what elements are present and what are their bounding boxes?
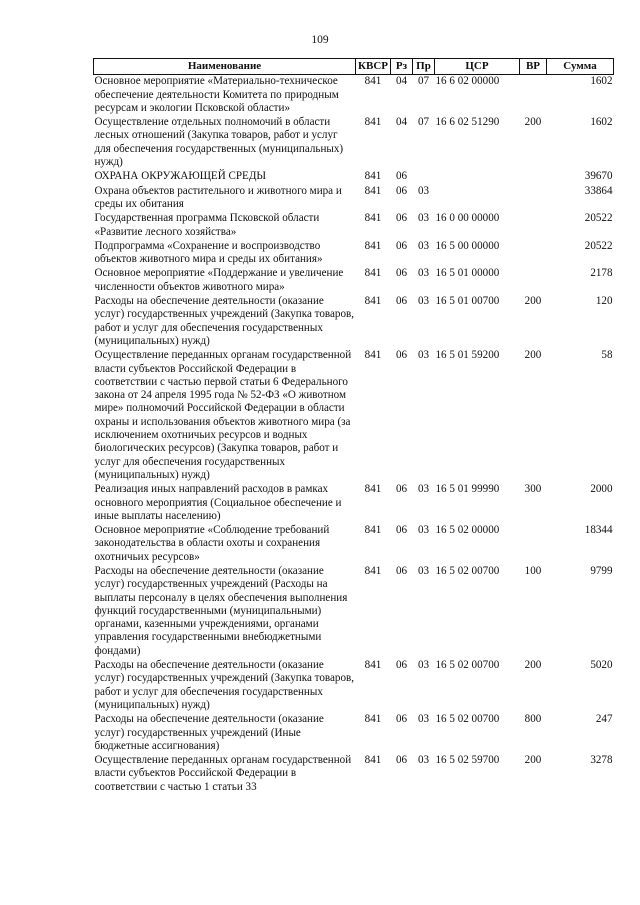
row-sum: 1602 <box>590 75 613 88</box>
row-pr: 03 <box>417 754 430 767</box>
row-rz: 06 <box>395 239 408 252</box>
row-pr: 03 <box>417 349 430 362</box>
table-row <box>94 295 614 349</box>
table-row <box>94 349 614 483</box>
row-csr: 16 5 01 59200 <box>435 349 500 362</box>
row-csr: 16 0 00 00000 <box>435 212 500 225</box>
row-vr <box>520 212 547 240</box>
row-kvsr: 841 <box>364 170 382 183</box>
row-kvsr: 841 <box>364 239 382 252</box>
row-rz: 06 <box>395 524 408 537</box>
row-rz: 06 <box>395 170 408 183</box>
row-pr: 03 <box>417 239 430 252</box>
table-row <box>94 524 614 565</box>
row-rz: 04 <box>395 116 408 129</box>
row-vr: 200 <box>524 116 542 129</box>
row-csr: 16 6 02 00000 <box>435 75 500 88</box>
row-vr <box>520 185 547 213</box>
row-name: Основное мероприятие «Соблюдение требований законодательства в области охоты и сохранения охотничьих ресурсов» <box>94 524 330 563</box>
row-pr: 03 <box>417 184 430 197</box>
row-name: Реализация иных направлений расходов в рамках основного мероприятия (Социальное обеспечение и иные выплаты населению) <box>94 483 342 522</box>
row-vr: 200 <box>524 295 542 308</box>
row-csr: 16 5 02 00700 <box>435 659 500 672</box>
row-rz: 06 <box>395 713 408 726</box>
row-pr: 07 <box>417 75 430 88</box>
row-kvsr: 841 <box>364 483 382 496</box>
row-csr: 16 5 01 00000 <box>435 267 500 280</box>
table-row <box>94 483 614 524</box>
header-sum: Сумма <box>547 59 614 75</box>
row-csr: 16 6 02 51290 <box>435 116 500 129</box>
row-name: Осуществление переданных органам государственной власти субъектов Российской Федерации в соответствии с частью 1 статьи 33 <box>94 754 352 793</box>
row-pr: 03 <box>417 564 430 577</box>
row-name: Основное мероприятие «Материально-техническое обеспечение деятельности Комитета по природным ресурсам и экологии Псковской области» <box>94 75 339 114</box>
row-sum: 20522 <box>584 239 613 252</box>
table-body <box>94 75 614 795</box>
header-kvsr: КВСР <box>356 59 391 75</box>
row-sum: 58 <box>601 349 613 362</box>
table-row <box>94 170 614 184</box>
row-csr: 16 5 02 00700 <box>435 713 500 726</box>
budget-table <box>93 58 614 795</box>
page-number: 109 <box>311 34 329 46</box>
row-pr: 07 <box>417 116 430 129</box>
row-name: Подпрограмма «Сохранение и воспроизводство объектов животного мира и среды их обитания» <box>94 239 323 266</box>
row-kvsr: 841 <box>364 116 382 129</box>
row-kvsr: 841 <box>364 267 382 280</box>
header-csr: ЦСР <box>435 59 520 75</box>
row-pr: 03 <box>417 212 430 225</box>
row-rz: 06 <box>395 659 408 672</box>
row-rz: 06 <box>395 483 408 496</box>
row-rz: 04 <box>395 75 408 88</box>
row-csr: 16 5 00 00000 <box>435 239 500 252</box>
row-sum: 1602 <box>590 116 613 129</box>
row-pr: 03 <box>417 267 430 280</box>
row-rz: 06 <box>395 564 408 577</box>
row-pr: 03 <box>417 524 430 537</box>
row-sum: 3278 <box>590 754 613 767</box>
row-csr <box>435 170 520 184</box>
row-sum: 5020 <box>590 659 613 672</box>
row-vr <box>520 267 547 295</box>
row-rz: 06 <box>395 184 408 197</box>
row-kvsr: 841 <box>364 659 382 672</box>
header-row <box>94 59 614 75</box>
row-kvsr: 841 <box>364 713 382 726</box>
row-vr: 200 <box>524 754 542 767</box>
row-kvsr: 841 <box>364 754 382 767</box>
row-pr: 03 <box>417 659 430 672</box>
header-rz: Рз <box>391 59 413 75</box>
row-name: Основное мероприятие «Поддержание и увеличение численности объектов животного мира» <box>94 267 344 293</box>
row-csr: 16 5 02 00000 <box>435 524 500 537</box>
row-kvsr: 841 <box>364 349 382 362</box>
row-csr: 16 5 01 00700 <box>435 295 500 308</box>
row-kvsr: 841 <box>364 75 382 88</box>
row-sum: 20522 <box>584 212 613 225</box>
row-vr: 200 <box>524 659 542 672</box>
row-name: Расходы на обеспечение деятельности (оказание услуг) государственных учреждений (Закупка товаров, работ и услуг для обеспечения государственных (муниципальных) нужд) <box>94 659 355 711</box>
table-row <box>94 267 614 295</box>
row-name: Государственная программа Псковской области «Развитие лесного хозяйства» <box>94 212 320 238</box>
table-header <box>94 59 614 75</box>
header-vr: ВР <box>520 59 547 75</box>
table-row <box>94 754 614 795</box>
row-pr: 03 <box>417 295 430 308</box>
row-sum: 9799 <box>590 564 613 577</box>
row-pr: 03 <box>417 713 430 726</box>
row-csr <box>435 185 520 213</box>
table-row <box>94 185 614 213</box>
header-pr: Пр <box>413 59 435 75</box>
table-row <box>94 212 614 240</box>
row-name: Расходы на обеспечение деятельности (оказание услуг) государственных учреждений (Закупка товаров, работ и услуг для обеспечения государственных (муниципальных) нужд) <box>94 295 355 347</box>
row-kvsr: 841 <box>364 212 382 225</box>
row-sum: 39670 <box>584 170 613 183</box>
row-vr <box>520 170 547 184</box>
row-kvsr: 841 <box>364 564 382 577</box>
row-kvsr: 841 <box>364 184 382 197</box>
row-name: Охрана объектов растительного и животного мира и среды их обитания <box>94 184 342 210</box>
row-rz: 06 <box>395 754 408 767</box>
table-row <box>94 713 614 754</box>
row-rz: 06 <box>395 212 408 225</box>
row-name: Расходы на обеспечение деятельности (оказание услуг) государственных учреждений (Расходы на выплаты персоналу в целях обеспечения выполнения функций государственными (муниципальными) органами, казенными учреждениями, органами управления государственными внебюджетными фондами) <box>94 564 348 657</box>
row-kvsr: 841 <box>364 295 382 308</box>
table-row <box>94 240 614 268</box>
row-csr: 16 5 01 99990 <box>435 483 500 496</box>
table-row <box>94 75 614 116</box>
row-sum: 120 <box>595 295 613 308</box>
row-vr: 200 <box>524 349 542 362</box>
row-name: Осуществление переданных органам государственной власти субъектов Российской Федерации в соответствии с частью первой статьи 6 Федерального закона от 24 апреля 1995 года № 52-ФЗ «О животном мире» полномочий Российской Федерации в области охраны и использования объектов животного мира (за исключением охотничьих ресурсов и водных биологических ресурсов) (Закупка товаров, работ и услуг для обеспечения государственных (муниципальных) нужд) <box>94 349 352 481</box>
row-sum: 33864 <box>584 184 613 197</box>
row-name: ОХРАНА ОКРУЖАЮЩЕЙ СРЕДЫ <box>94 170 267 183</box>
table-row <box>94 565 614 659</box>
row-sum: 247 <box>595 713 613 726</box>
row-csr: 16 5 02 59700 <box>435 754 500 767</box>
row-rz: 06 <box>395 267 408 280</box>
row-name: Осуществление отдельных полномочий в области лесных отношений (Закупка товаров, работ и услуг для обеспечения государственных (муниципальных) нужд) <box>94 116 344 169</box>
table-row <box>94 116 614 170</box>
row-vr <box>520 75 547 116</box>
row-name: Расходы на обеспечение деятельности (оказание услуг) государственных учреждений (Иные бюджетные ассигнования) <box>94 713 324 752</box>
row-vr: 100 <box>524 564 542 577</box>
row-vr: 300 <box>524 483 542 496</box>
table-row <box>94 659 614 713</box>
row-vr <box>520 524 547 565</box>
header-name: Наименование <box>94 59 356 75</box>
row-kvsr: 841 <box>364 524 382 537</box>
row-vr <box>520 240 547 268</box>
row-csr: 16 5 02 00700 <box>435 564 500 577</box>
row-pr <box>413 170 435 184</box>
row-sum: 2178 <box>590 267 613 280</box>
row-vr: 800 <box>524 713 542 726</box>
row-pr: 03 <box>417 483 430 496</box>
row-sum: 18344 <box>584 524 613 537</box>
row-sum: 2000 <box>590 483 613 496</box>
row-rz: 06 <box>395 295 408 308</box>
row-rz: 06 <box>395 349 408 362</box>
